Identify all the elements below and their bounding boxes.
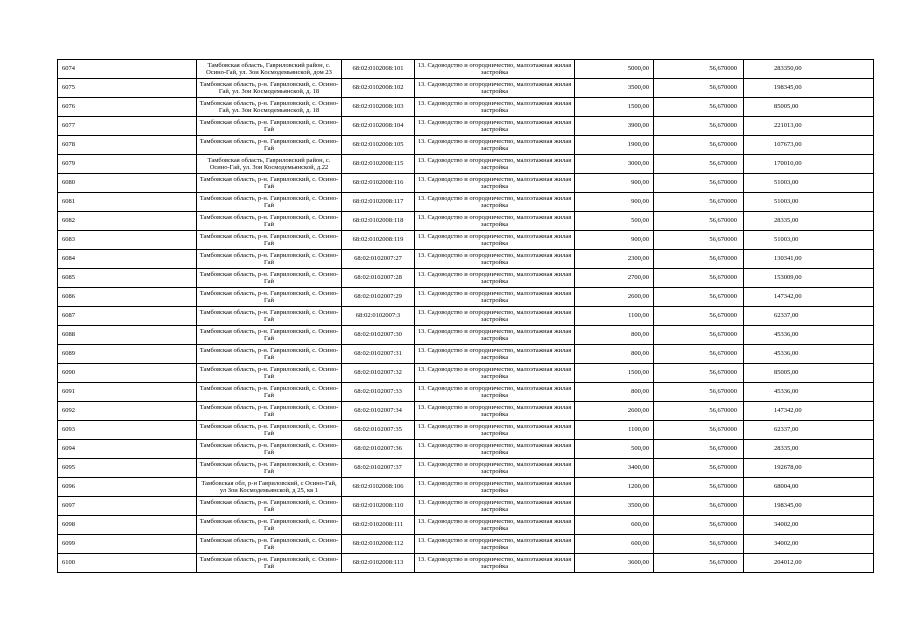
area-cell: 900,00 (575, 231, 654, 250)
land-use-cell: 13. Садоводство и огородничество, малоэтажная жилая застройка (415, 269, 575, 288)
table-row (58, 79, 874, 98)
specific-value-cell: 56,670000 (654, 345, 744, 364)
cadastral-number-cell: 68:02:0102007:32 (342, 364, 415, 383)
row-number-cell: 6089 (58, 345, 197, 364)
table-row (58, 364, 874, 383)
address-cell: Тамбовская область, р-н. Гавриловский, с. Осино-Гай (197, 231, 342, 250)
cadastral-number-cell: 68:02:0102008:111 (342, 516, 415, 535)
cadastral-number-cell: 68:02:0102007:35 (342, 421, 415, 440)
table-row (58, 231, 874, 250)
address-cell: Тамбовская область, р-н. Гавриловский, с. Осино-Гай (197, 421, 342, 440)
specific-value-cell: 56,670000 (654, 478, 744, 497)
table-row (58, 440, 874, 459)
area-cell: 500,00 (575, 212, 654, 231)
specific-value-cell: 56,670000 (654, 402, 744, 421)
cadastral-number-cell: 68:02:0102007:37 (342, 459, 415, 478)
row-number-cell: 6100 (58, 554, 197, 573)
address-cell: Тамбовская область, р-н. Гавриловский, с. Осино-Гай (197, 174, 342, 193)
table-row (58, 269, 874, 288)
cadastral-value-cell: 34002,00 (744, 535, 874, 554)
address-cell: Тамбовская область, Гавриловский район, с. Осино-Гай, ул. Зои Космодемьянской, дом 23 (197, 60, 342, 79)
address-cell: Тамбовская область, Гавриловский район, с. Осино-Гай, ул. Зои Космодемьянской, д.22 (197, 155, 342, 174)
table-row (58, 288, 874, 307)
land-use-cell: 13. Садоводство и огородничество, малоэтажная жилая застройка (415, 364, 575, 383)
specific-value-cell: 56,670000 (654, 79, 744, 98)
row-number-cell: 6096 (58, 478, 197, 497)
specific-value-cell: 56,670000 (654, 535, 744, 554)
area-cell: 900,00 (575, 174, 654, 193)
address-cell: Тамбовская область, р-н. Гавриловский, с. Осино-Гай (197, 383, 342, 402)
cadastral-number-cell: 68:02:0102007:33 (342, 383, 415, 402)
address-cell: Тамбовская область, р-н. Гавриловский, с. Осино-Гай (197, 516, 342, 535)
table-row (58, 516, 874, 535)
cadastral-number-cell: 68:02:0102008:118 (342, 212, 415, 231)
row-number-cell: 6093 (58, 421, 197, 440)
address-cell: Тамбовская область, р-н. Гавриловский, с. Осино-Гай (197, 117, 342, 136)
table-row (58, 421, 874, 440)
cadastral-number-cell: 68:02:0102008:115 (342, 155, 415, 174)
address-cell: Тамбовская область, р-н. Гавриловский, с. Осино-Гай (197, 326, 342, 345)
cadastral-number-cell: 68:02:0102008:101 (342, 60, 415, 79)
cadastral-number-cell: 68:02:0102008:112 (342, 535, 415, 554)
cadastral-value-cell: 221013,00 (744, 117, 874, 136)
row-number-cell: 6081 (58, 193, 197, 212)
cadastral-number-cell: 68:02:0102008:119 (342, 231, 415, 250)
cadastral-value-cell: 107673,00 (744, 136, 874, 155)
row-number-cell: 6085 (58, 269, 197, 288)
specific-value-cell: 56,670000 (654, 307, 744, 326)
table-row (58, 345, 874, 364)
specific-value-cell: 56,670000 (654, 212, 744, 231)
specific-value-cell: 56,670000 (654, 288, 744, 307)
area-cell: 1100,00 (575, 307, 654, 326)
specific-value-cell: 56,670000 (654, 326, 744, 345)
table-row (58, 250, 874, 269)
area-cell: 3400,00 (575, 459, 654, 478)
land-use-cell: 13. Садоводство и огородничество, малоэтажная жилая застройка (415, 79, 575, 98)
area-cell: 900,00 (575, 193, 654, 212)
land-use-cell: 13. Садоводство и огородничество, малоэтажная жилая застройка (415, 231, 575, 250)
address-cell: Тамбовская область, р-н. Гавриловский, с. Осино-Гай (197, 212, 342, 231)
cadastral-number-cell: 68:02:0102008:102 (342, 79, 415, 98)
table-body (58, 60, 874, 573)
table-row (58, 478, 874, 497)
land-use-cell: 13. Садоводство и огородничество, малоэтажная жилая застройка (415, 60, 575, 79)
cadastral-value-cell: 51003,00 (744, 193, 874, 212)
land-use-cell: 13. Садоводство и огородничество, малоэтажная жилая застройка (415, 174, 575, 193)
row-number-cell: 6075 (58, 79, 197, 98)
cadastral-value-cell: 51003,00 (744, 174, 874, 193)
cadastral-value-cell: 62337,00 (744, 307, 874, 326)
address-cell: Тамбовская область, р-н. Гавриловский, с. Осино-Гай (197, 554, 342, 573)
address-cell: Тамбовская область, р-н. Гавриловский, с. Осино-Гай, ул. Зои Космодемьянской, д. 18 (197, 98, 342, 117)
table-row (58, 136, 874, 155)
specific-value-cell: 56,670000 (654, 193, 744, 212)
area-cell: 3500,00 (575, 497, 654, 516)
row-number-cell: 6087 (58, 307, 197, 326)
address-cell: Тамбовская область, р-н. Гавриловский, с. Осино-Гай (197, 440, 342, 459)
land-use-cell: 13. Садоводство и огородничество, малоэтажная жилая застройка (415, 478, 575, 497)
table-row (58, 383, 874, 402)
specific-value-cell: 56,670000 (654, 136, 744, 155)
row-number-cell: 6074 (58, 60, 197, 79)
land-use-cell: 13. Садоводство и огородничество, малоэтажная жилая застройка (415, 554, 575, 573)
specific-value-cell: 56,670000 (654, 231, 744, 250)
row-number-cell: 6098 (58, 516, 197, 535)
specific-value-cell: 56,670000 (654, 364, 744, 383)
cadastral-number-cell: 68:02:0102008:105 (342, 136, 415, 155)
land-use-cell: 13. Садоводство и огородничество, малоэтажная жилая застройка (415, 136, 575, 155)
table-row (58, 326, 874, 345)
address-cell: Тамбовская область, р-н. Гавриловский, с. Осино-Гай (197, 364, 342, 383)
row-number-cell: 6091 (58, 383, 197, 402)
row-number-cell: 6097 (58, 497, 197, 516)
address-cell: Тамбовская область, р-н. Гавриловский, с. Осино-Гай (197, 269, 342, 288)
land-use-cell: 13. Садоводство и огородничество, малоэтажная жилая застройка (415, 326, 575, 345)
row-number-cell: 6080 (58, 174, 197, 193)
area-cell: 500,00 (575, 440, 654, 459)
cadastral-number-cell: 68:02:0102008:113 (342, 554, 415, 573)
cadastral-number-cell: 68:02:0102008:117 (342, 193, 415, 212)
land-use-cell: 13. Садоводство и огородничество, малоэтажная жилая застройка (415, 383, 575, 402)
area-cell: 600,00 (575, 516, 654, 535)
cadastral-value-cell: 45336,00 (744, 326, 874, 345)
cadastral-number-cell: 68:02:0102007:3 (342, 307, 415, 326)
address-cell: Тамбовская область, р-н. Гавриловский, с. Осино-Гай (197, 402, 342, 421)
area-cell: 800,00 (575, 326, 654, 345)
address-cell: Тамбовская область, р-н. Гавриловский, с. Осино-Гай (197, 193, 342, 212)
row-number-cell: 6099 (58, 535, 197, 554)
address-cell: Тамбовская область, р-н. Гавриловский, с. Осино-Гай (197, 497, 342, 516)
cadastral-value-cell: 198345,00 (744, 79, 874, 98)
cadastral-value-cell: 198345,00 (744, 497, 874, 516)
cadastral-number-cell: 68:02:0102008:103 (342, 98, 415, 117)
table-row (58, 307, 874, 326)
land-use-cell: 13. Садоводство и огородничество, малоэтажная жилая застройка (415, 212, 575, 231)
table-row (58, 554, 874, 573)
cadastral-value-cell: 147342,00 (744, 288, 874, 307)
land-use-cell: 13. Садоводство и огородничество, малоэтажная жилая застройка (415, 288, 575, 307)
cadastral-number-cell: 68:02:0102007:31 (342, 345, 415, 364)
cadastral-value-cell: 85005,00 (744, 364, 874, 383)
table-row (58, 98, 874, 117)
area-cell: 2700,00 (575, 269, 654, 288)
area-cell: 2600,00 (575, 402, 654, 421)
row-number-cell: 6090 (58, 364, 197, 383)
land-use-cell: 13. Садоводство и огородничество, малоэтажная жилая застройка (415, 497, 575, 516)
address-cell: Тамбовская область, р-н. Гавриловский, с. Осино-Гай (197, 459, 342, 478)
cadastral-value-cell: 283350,00 (744, 60, 874, 79)
area-cell: 1200,00 (575, 478, 654, 497)
table-row (58, 535, 874, 554)
cadastral-value-cell: 45336,00 (744, 383, 874, 402)
specific-value-cell: 56,670000 (654, 383, 744, 402)
row-number-cell: 6076 (58, 98, 197, 117)
table-row (58, 60, 874, 79)
area-cell: 2300,00 (575, 250, 654, 269)
address-cell: Тамбовская обл, р-н Гавриловский, с Осино-Гай, ул Зои Космодемьянской, д 25, кв 1 (197, 478, 342, 497)
area-cell: 600,00 (575, 535, 654, 554)
area-cell: 3600,00 (575, 554, 654, 573)
cadastral-value-cell: 85005,00 (744, 98, 874, 117)
row-number-cell: 6094 (58, 440, 197, 459)
table-row (58, 497, 874, 516)
cadastral-number-cell: 68:02:0102008:110 (342, 497, 415, 516)
cadastral-number-cell: 68:02:0102007:36 (342, 440, 415, 459)
cadastral-value-cell: 130341,00 (744, 250, 874, 269)
cadastral-value-cell: 28335,00 (744, 212, 874, 231)
address-cell: Тамбовская область, р-н. Гавриловский, с. Осино-Гай, ул. Зои Космодемьянской, д. 18 (197, 79, 342, 98)
area-cell: 1100,00 (575, 421, 654, 440)
land-use-cell: 13. Садоводство и огородничество, малоэтажная жилая застройка (415, 516, 575, 535)
land-use-cell: 13. Садоводство и огородничество, малоэтажная жилая застройка (415, 459, 575, 478)
specific-value-cell: 56,670000 (654, 459, 744, 478)
specific-value-cell: 56,670000 (654, 497, 744, 516)
row-number-cell: 6079 (58, 155, 197, 174)
cadastral-value-cell: 62337,00 (744, 421, 874, 440)
area-cell: 2600,00 (575, 288, 654, 307)
address-cell: Тамбовская область, р-н. Гавриловский, с. Осино-Гай (197, 136, 342, 155)
row-number-cell: 6083 (58, 231, 197, 250)
specific-value-cell: 56,670000 (654, 440, 744, 459)
cadastral-value-cell: 28335,00 (744, 440, 874, 459)
row-number-cell: 6088 (58, 326, 197, 345)
specific-value-cell: 56,670000 (654, 155, 744, 174)
specific-value-cell: 56,670000 (654, 250, 744, 269)
row-number-cell: 6092 (58, 402, 197, 421)
specific-value-cell: 56,670000 (654, 554, 744, 573)
cadastral-value-cell: 153009,00 (744, 269, 874, 288)
cadastral-value-cell: 51003,00 (744, 231, 874, 250)
land-use-cell: 13. Садоводство и огородничество, малоэтажная жилая застройка (415, 193, 575, 212)
table-row (58, 193, 874, 212)
cadastral-value-cell: 45336,00 (744, 345, 874, 364)
row-number-cell: 6084 (58, 250, 197, 269)
cadastral-number-cell: 68:02:0102007:30 (342, 326, 415, 345)
land-use-cell: 13. Садоводство и огородничество, малоэтажная жилая застройка (415, 307, 575, 326)
area-cell: 5000,00 (575, 60, 654, 79)
land-use-cell: 13. Садоводство и огородничество, малоэтажная жилая застройка (415, 421, 575, 440)
cadastral-number-cell: 68:02:0102008:116 (342, 174, 415, 193)
area-cell: 1500,00 (575, 364, 654, 383)
cadastral-number-cell: 68:02:0102007:28 (342, 269, 415, 288)
address-cell: Тамбовская область, р-н. Гавриловский, с. Осино-Гай (197, 250, 342, 269)
address-cell: Тамбовская область, р-н. Гавриловский, с. Осино-Гай (197, 345, 342, 364)
specific-value-cell: 56,670000 (654, 117, 744, 136)
specific-value-cell: 56,670000 (654, 421, 744, 440)
area-cell: 1500,00 (575, 98, 654, 117)
address-cell: Тамбовская область, р-н. Гавриловский, с. Осино-Гай (197, 288, 342, 307)
cadastral-value-table (57, 59, 874, 573)
area-cell: 3000,00 (575, 155, 654, 174)
row-number-cell: 6082 (58, 212, 197, 231)
cadastral-number-cell: 68:02:0102007:27 (342, 250, 415, 269)
cadastral-value-cell: 192678,00 (744, 459, 874, 478)
land-use-cell: 13. Садоводство и огородничество, малоэтажная жилая застройка (415, 402, 575, 421)
area-cell: 3900,00 (575, 117, 654, 136)
cadastral-value-cell: 34002,00 (744, 516, 874, 535)
land-use-cell: 13. Садоводство и огородничество, малоэтажная жилая застройка (415, 345, 575, 364)
address-cell: Тамбовская область, р-н. Гавриловский, с. Осино-Гай (197, 307, 342, 326)
table-row (58, 155, 874, 174)
table-row (58, 402, 874, 421)
table-row (58, 174, 874, 193)
area-cell: 800,00 (575, 383, 654, 402)
specific-value-cell: 56,670000 (654, 174, 744, 193)
cadastral-value-cell: 204012,00 (744, 554, 874, 573)
cadastral-value-cell: 170010,00 (744, 155, 874, 174)
cadastral-value-cell: 147342,00 (744, 402, 874, 421)
land-use-cell: 13. Садоводство и огородничество, малоэтажная жилая застройка (415, 117, 575, 136)
specific-value-cell: 56,670000 (654, 60, 744, 79)
row-number-cell: 6078 (58, 136, 197, 155)
land-use-cell: 13. Садоводство и огородничество, малоэтажная жилая застройка (415, 250, 575, 269)
cadastral-number-cell: 68:02:0102008:104 (342, 117, 415, 136)
cadastral-number-cell: 68:02:0102007:29 (342, 288, 415, 307)
land-use-cell: 13. Садоводство и огородничество, малоэтажная жилая застройка (415, 98, 575, 117)
area-cell: 3500,00 (575, 79, 654, 98)
row-number-cell: 6095 (58, 459, 197, 478)
area-cell: 1900,00 (575, 136, 654, 155)
specific-value-cell: 56,670000 (654, 516, 744, 535)
area-cell: 800,00 (575, 345, 654, 364)
table-row (58, 117, 874, 136)
cadastral-value-cell: 68004,00 (744, 478, 874, 497)
cadastral-number-cell: 68:02:0102007:34 (342, 402, 415, 421)
row-number-cell: 6086 (58, 288, 197, 307)
cadastral-number-cell: 68:02:0102008:106 (342, 478, 415, 497)
specific-value-cell: 56,670000 (654, 269, 744, 288)
land-use-cell: 13. Садоводство и огородничество, малоэтажная жилая застройка (415, 440, 575, 459)
row-number-cell: 6077 (58, 117, 197, 136)
specific-value-cell: 56,670000 (654, 98, 744, 117)
table-row (58, 459, 874, 478)
address-cell: Тамбовская область, р-н. Гавриловский, с. Осино-Гай (197, 535, 342, 554)
table-row (58, 212, 874, 231)
land-use-cell: 13. Садоводство и огородничество, малоэтажная жилая застройка (415, 155, 575, 174)
land-use-cell: 13. Садоводство и огородничество, малоэтажная жилая застройка (415, 535, 575, 554)
